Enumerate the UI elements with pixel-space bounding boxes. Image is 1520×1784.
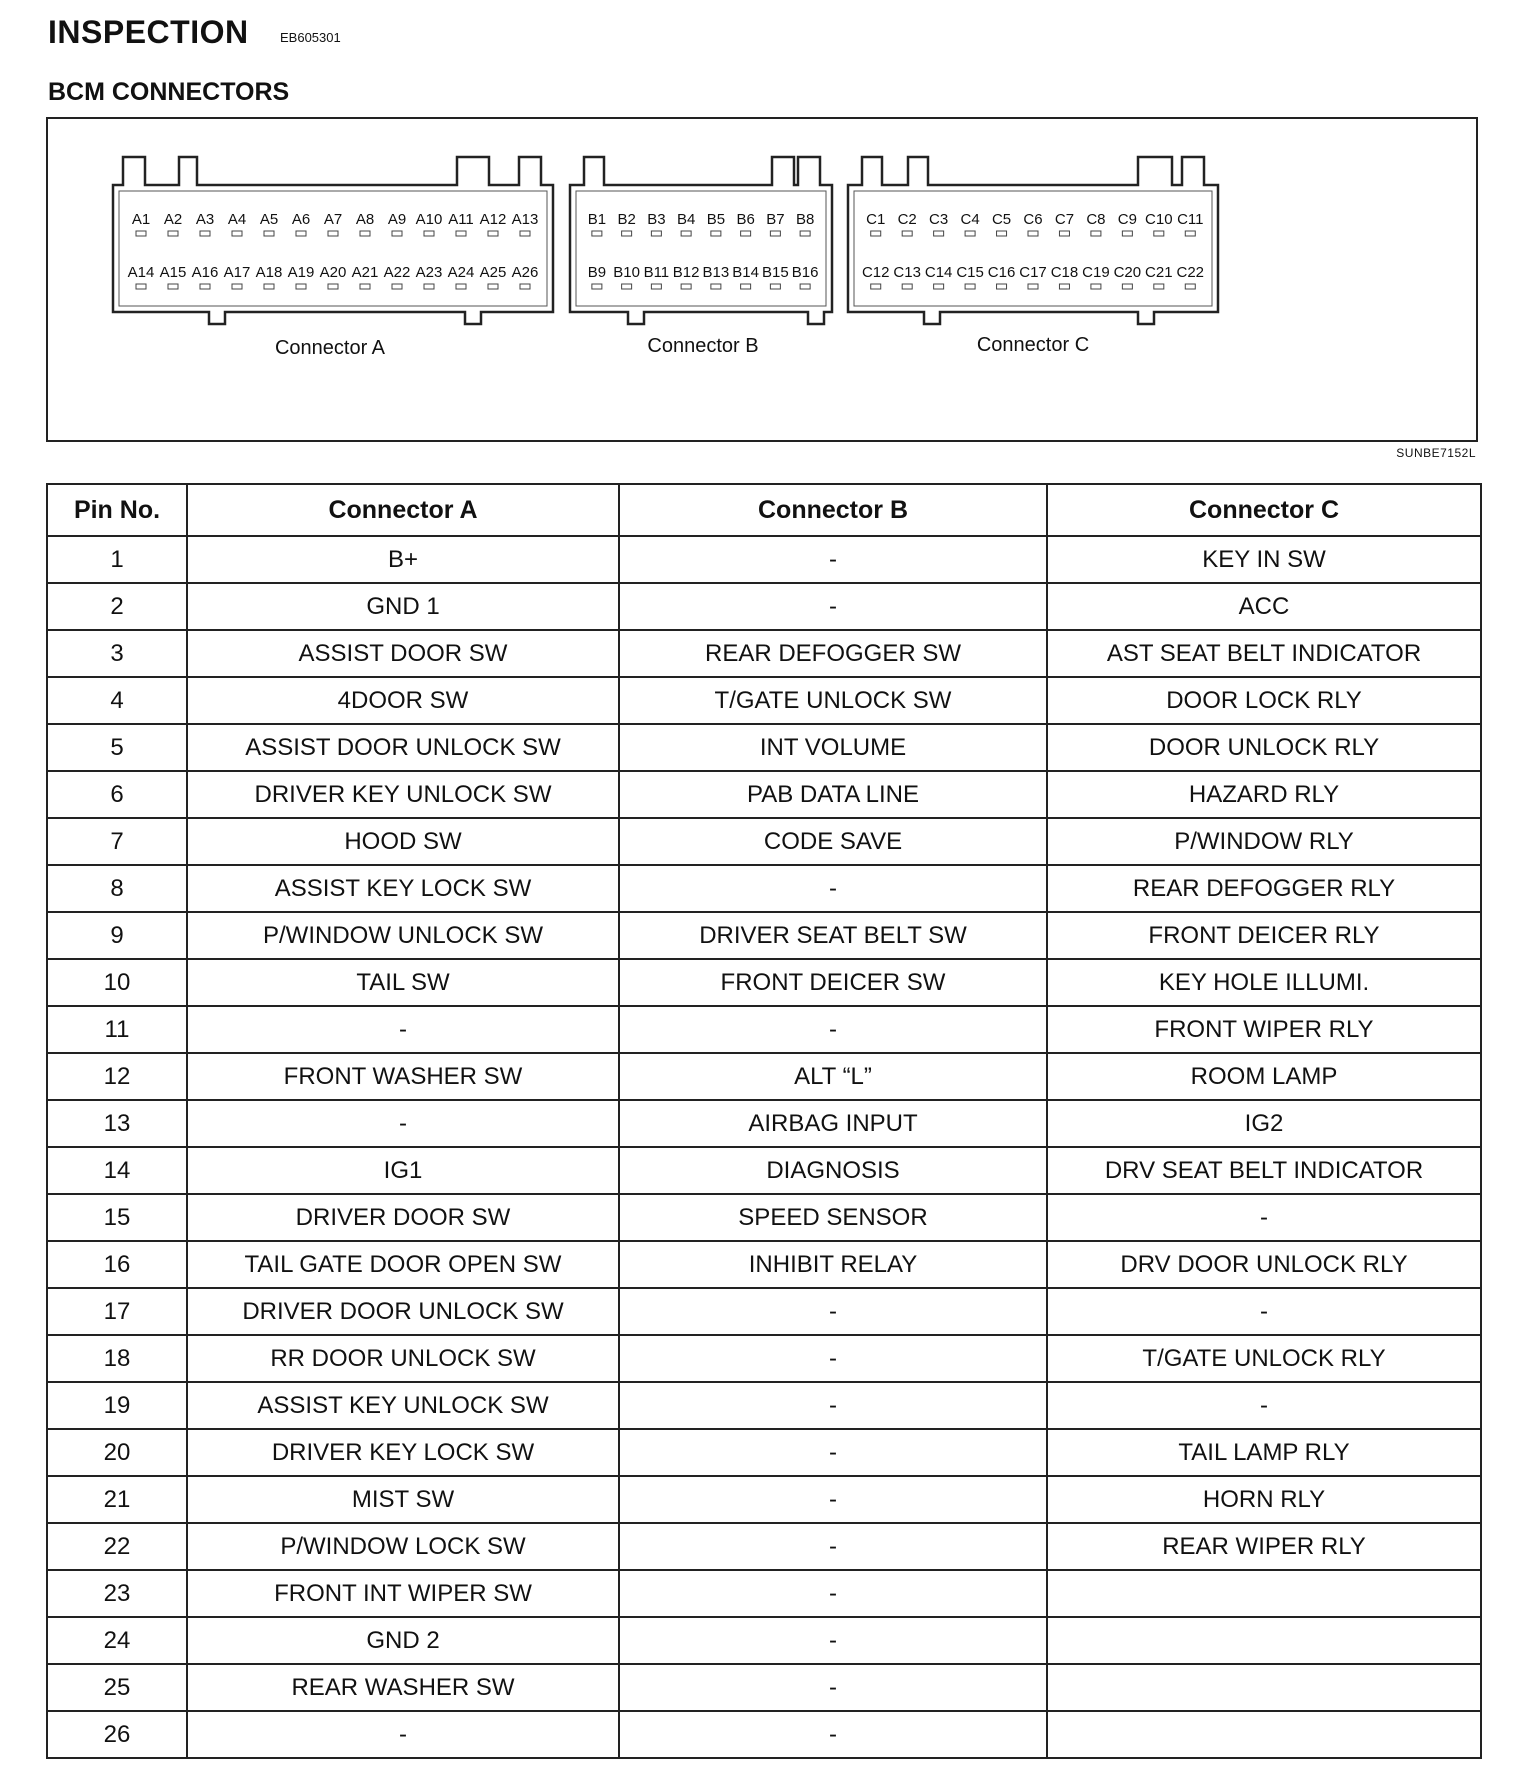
- table-row: [47, 771, 1481, 818]
- connector-c-cell: FRONT DEICER RLY: [1047, 912, 1481, 959]
- table-row: [47, 959, 1481, 1006]
- pin-terminal: [1091, 284, 1101, 289]
- pin-label: C10: [1145, 211, 1173, 228]
- connector-inner-frame: [576, 191, 826, 306]
- pin-label: C9: [1117, 211, 1137, 228]
- table-row: [47, 1664, 1481, 1711]
- pin-label: B2: [617, 211, 636, 228]
- connector-b-cell: AIRBAG INPUT: [619, 1100, 1047, 1147]
- pin-label: C4: [960, 211, 980, 228]
- pin-label: A13: [511, 211, 539, 228]
- connector-a-cell: DRIVER KEY UNLOCK SW: [187, 771, 619, 818]
- pin-terminal: [520, 231, 530, 236]
- pin-terminal: [592, 284, 602, 289]
- pin-number: 12: [47, 1053, 187, 1100]
- connector-a-cell: ASSIST DOOR SW: [187, 630, 619, 677]
- table-row: [47, 912, 1481, 959]
- pin-terminal: [741, 231, 751, 236]
- pin-label: A2: [163, 211, 183, 228]
- pin-terminal: [1028, 231, 1038, 236]
- pin-terminal: [934, 284, 944, 289]
- connector-c: [848, 157, 1218, 356]
- connector-b-cell: -: [619, 1570, 1047, 1617]
- connector-b-cell: -: [619, 865, 1047, 912]
- pin-number: 8: [47, 865, 187, 912]
- table-row: [47, 630, 1481, 677]
- connector-c-cell: [1047, 1617, 1481, 1664]
- pin-terminal: [1122, 231, 1132, 236]
- pin-terminal: [360, 231, 370, 236]
- pin-number: 21: [47, 1476, 187, 1523]
- pin-terminal: [681, 231, 691, 236]
- pin-terminal: [965, 284, 975, 289]
- pin-terminal: [770, 284, 780, 289]
- pin-terminal: [488, 231, 498, 236]
- connector-c-cell: KEY IN SW: [1047, 536, 1481, 583]
- pin-terminal: [296, 284, 306, 289]
- table-row: [47, 1006, 1481, 1053]
- pin-label: A19: [287, 264, 315, 281]
- connector-a-cell: MIST SW: [187, 1476, 619, 1523]
- pin-label: C22: [1176, 264, 1205, 281]
- connector-b-cell: -: [619, 583, 1047, 630]
- pin-number: 7: [47, 818, 187, 865]
- connector-b-cell: CODE SAVE: [619, 818, 1047, 865]
- table-row: [47, 1335, 1481, 1382]
- connector-a-cell: ASSIST KEY LOCK SW: [187, 865, 619, 912]
- connector-name: Connector C: [976, 334, 1090, 356]
- pin-terminal: [1059, 231, 1069, 236]
- pin-label: B11: [643, 264, 670, 281]
- connector-c-cell: HAZARD RLY: [1047, 771, 1481, 818]
- connector-b: [570, 157, 832, 357]
- table-row: [47, 1288, 1481, 1335]
- connector-b-cell: -: [619, 1617, 1047, 1664]
- connector-c-cell: [1047, 1570, 1481, 1617]
- header-connector-b: Connector B: [619, 484, 1047, 536]
- connector-a-cell: ASSIST DOOR UNLOCK SW: [187, 724, 619, 771]
- pin-terminal: [168, 284, 178, 289]
- pin-terminal: [328, 231, 338, 236]
- pin-label: B5: [706, 211, 726, 228]
- connector-c-cell: TAIL LAMP RLY: [1047, 1429, 1481, 1476]
- pin-terminal: [622, 284, 632, 289]
- pin-label: B6: [736, 211, 755, 228]
- pin-terminal: [456, 231, 466, 236]
- connector-a-cell: -: [187, 1006, 619, 1053]
- pin-label: A24: [447, 264, 475, 281]
- connector-c-cell: ROOM LAMP: [1047, 1053, 1481, 1100]
- connector-housing: [113, 157, 553, 324]
- pin-label: B4: [676, 211, 696, 228]
- pin-number: 14: [47, 1147, 187, 1194]
- connector-a-cell: TAIL GATE DOOR OPEN SW: [187, 1241, 619, 1288]
- pin-label: A5: [259, 211, 279, 228]
- pin-terminal: [1059, 284, 1069, 289]
- pin-label: C14: [924, 264, 953, 281]
- pin-label: A10: [415, 211, 443, 228]
- connector-a-cell: IG1: [187, 1147, 619, 1194]
- pin-terminal: [681, 284, 691, 289]
- connector-c-cell: REAR DEFOGGER RLY: [1047, 865, 1481, 912]
- table-header-row: [47, 484, 1481, 536]
- pin-terminal: [871, 231, 881, 236]
- pin-terminal: [934, 231, 944, 236]
- pin-label: C3: [929, 211, 949, 228]
- pin-terminal: [651, 231, 661, 236]
- pin-label: C8: [1086, 211, 1106, 228]
- pin-terminal: [965, 231, 975, 236]
- pin-terminal: [1091, 231, 1101, 236]
- connector-c-cell: KEY HOLE ILLUMI.: [1047, 959, 1481, 1006]
- connector-b-cell: DRIVER SEAT BELT SW: [619, 912, 1047, 959]
- pin-number: 4: [47, 677, 187, 724]
- table-row: [47, 1053, 1481, 1100]
- connector-b-cell: -: [619, 1476, 1047, 1523]
- pin-label: A7: [323, 211, 343, 228]
- connector-c-cell: DOOR LOCK RLY: [1047, 677, 1481, 724]
- connector-b-cell: ALT “L”: [619, 1053, 1047, 1100]
- connector-name: Connector A: [274, 337, 386, 359]
- connector-b-cell: -: [619, 1335, 1047, 1382]
- pin-number: 3: [47, 630, 187, 677]
- pin-number: 13: [47, 1100, 187, 1147]
- table-row: [47, 536, 1481, 583]
- pin-terminal: [997, 231, 1007, 236]
- pin-terminal: [770, 231, 780, 236]
- connector-a-cell: GND 2: [187, 1617, 619, 1664]
- connector-a-cell: TAIL SW: [187, 959, 619, 1006]
- connector-b-cell: T/GATE UNLOCK SW: [619, 677, 1047, 724]
- pin-label: B10: [613, 264, 640, 281]
- pin-terminal: [711, 231, 721, 236]
- connector-c-cell: ACC: [1047, 583, 1481, 630]
- connector-name: Connector B: [647, 335, 759, 357]
- connector-b-cell: -: [619, 1006, 1047, 1053]
- pin-terminal: [424, 231, 434, 236]
- table-row: [47, 1194, 1481, 1241]
- pin-terminal: [902, 284, 912, 289]
- pin-label: C11: [1177, 211, 1204, 228]
- connector-c-cell: DRV DOOR UNLOCK RLY: [1047, 1241, 1481, 1288]
- pin-label: A17: [223, 264, 251, 281]
- connector-a-cell: DRIVER DOOR SW: [187, 1194, 619, 1241]
- connector-c-cell: P/WINDOW RLY: [1047, 818, 1481, 865]
- table-row: [47, 1476, 1481, 1523]
- pin-number: 17: [47, 1288, 187, 1335]
- connector-b-cell: -: [619, 1288, 1047, 1335]
- pin-label: A9: [387, 211, 407, 228]
- connector-a-cell: B+: [187, 536, 619, 583]
- connector-c-cell: [1047, 1664, 1481, 1711]
- pin-label: A18: [255, 264, 283, 281]
- table-row: [47, 1523, 1481, 1570]
- connector-housing: [848, 157, 1218, 324]
- table-row: [47, 583, 1481, 630]
- pin-terminal: [264, 231, 274, 236]
- pin-terminal: [520, 284, 530, 289]
- pin-number: 11: [47, 1006, 187, 1053]
- pin-terminal: [136, 231, 146, 236]
- pin-label: A12: [479, 211, 507, 228]
- connector-b-cell: FRONT DEICER SW: [619, 959, 1047, 1006]
- header-pin-no: Pin No.: [47, 484, 187, 536]
- table-row: [47, 1617, 1481, 1664]
- connector-b-cell: INT VOLUME: [619, 724, 1047, 771]
- pin-number: 16: [47, 1241, 187, 1288]
- pin-number: 20: [47, 1429, 187, 1476]
- pin-number: 23: [47, 1570, 187, 1617]
- pin-terminal: [136, 284, 146, 289]
- pin-number: 25: [47, 1664, 187, 1711]
- table-row: [47, 677, 1481, 724]
- pin-label: C13: [893, 264, 921, 281]
- pin-label: A21: [351, 264, 379, 281]
- pin-terminal: [488, 284, 498, 289]
- pin-label: C5: [991, 211, 1012, 228]
- pin-label: A25: [479, 264, 507, 281]
- connector-a-cell: REAR WASHER SW: [187, 1664, 619, 1711]
- pin-number: 15: [47, 1194, 187, 1241]
- pin-label: B16: [791, 264, 819, 281]
- connector-c-cell: IG2: [1047, 1100, 1481, 1147]
- pin-label: A22: [383, 264, 411, 281]
- table-row: [47, 1711, 1481, 1758]
- header-connector-a: Connector A: [187, 484, 619, 536]
- connector-a-cell: P/WINDOW LOCK SW: [187, 1523, 619, 1570]
- pin-number: 24: [47, 1617, 187, 1664]
- pin-terminal: [200, 231, 210, 236]
- pin-label: B3: [647, 211, 666, 228]
- pin-terminal: [296, 231, 306, 236]
- pin-terminal: [902, 231, 912, 236]
- pin-label: B13: [702, 264, 730, 281]
- pin-number: 2: [47, 583, 187, 630]
- pin-terminal: [456, 284, 466, 289]
- connector-b-cell: SPEED SENSOR: [619, 1194, 1047, 1241]
- pin-terminal: [1185, 231, 1195, 236]
- connector-c-cell: T/GATE UNLOCK RLY: [1047, 1335, 1481, 1382]
- pin-label: C20: [1113, 264, 1142, 281]
- connector-c-cell: FRONT WIPER RLY: [1047, 1006, 1481, 1053]
- section-title: BCM CONNECTORS: [48, 78, 290, 106]
- pin-table: [46, 483, 1482, 1759]
- connector-a-cell: FRONT INT WIPER SW: [187, 1570, 619, 1617]
- pin-number: 10: [47, 959, 187, 1006]
- pin-terminal: [200, 284, 210, 289]
- table-row: [47, 1100, 1481, 1147]
- connector-a-cell: RR DOOR UNLOCK SW: [187, 1335, 619, 1382]
- pin-label: B14: [732, 264, 759, 281]
- pin-terminal: [1154, 231, 1164, 236]
- pin-terminal: [232, 284, 242, 289]
- table-row: [47, 1570, 1481, 1617]
- pin-terminal: [711, 284, 721, 289]
- page-title: INSPECTION: [48, 14, 249, 50]
- pin-number: 18: [47, 1335, 187, 1382]
- pin-label: C6: [1023, 211, 1043, 228]
- connector-a-cell: DRIVER DOOR UNLOCK SW: [187, 1288, 619, 1335]
- connector-a-cell: DRIVER KEY LOCK SW: [187, 1429, 619, 1476]
- table-row: [47, 1241, 1481, 1288]
- table-row: [47, 1147, 1481, 1194]
- connector-b-cell: REAR DEFOGGER SW: [619, 630, 1047, 677]
- connector-c-cell: -: [1047, 1382, 1481, 1429]
- connector-c-cell: [1047, 1711, 1481, 1758]
- connector-c-cell: DOOR UNLOCK RLY: [1047, 724, 1481, 771]
- connector-a-cell: GND 1: [187, 583, 619, 630]
- figure-id: SUNBE7152L: [1396, 446, 1476, 460]
- pin-number: 9: [47, 912, 187, 959]
- pin-label: A15: [159, 264, 187, 281]
- pin-label: C18: [1050, 264, 1079, 281]
- pin-terminal: [997, 284, 1007, 289]
- pin-label: A16: [191, 264, 219, 281]
- connector-a-cell: HOOD SW: [187, 818, 619, 865]
- pin-label: B1: [587, 211, 607, 228]
- pin-terminal: [871, 284, 881, 289]
- header-connector-c: Connector C: [1047, 484, 1481, 536]
- pin-number: 1: [47, 536, 187, 583]
- table-row: [47, 865, 1481, 912]
- connector-c-cell: -: [1047, 1288, 1481, 1335]
- pin-label: B8: [795, 211, 815, 228]
- connector-b-cell: DIAGNOSIS: [619, 1147, 1047, 1194]
- connector-a-cell: 4DOOR SW: [187, 677, 619, 724]
- connector-b-cell: -: [619, 1664, 1047, 1711]
- pin-label: A8: [355, 211, 375, 228]
- connector-c-cell: AST SEAT BELT INDICATOR: [1047, 630, 1481, 677]
- pin-number: 5: [47, 724, 187, 771]
- table-row: [47, 1429, 1481, 1476]
- connector-b-cell: PAB DATA LINE: [619, 771, 1047, 818]
- pin-label: C12: [861, 264, 890, 281]
- pin-number: 6: [47, 771, 187, 818]
- connector-a-cell: -: [187, 1711, 619, 1758]
- pin-label: B12: [672, 264, 700, 281]
- connector-a-cell: -: [187, 1100, 619, 1147]
- table-row: [47, 1382, 1481, 1429]
- connector-c-cell: REAR WIPER RLY: [1047, 1523, 1481, 1570]
- connector-a-cell: FRONT WASHER SW: [187, 1053, 619, 1100]
- pin-terminal: [392, 284, 402, 289]
- pin-label: B9: [587, 264, 607, 281]
- pin-label: A4: [227, 211, 247, 228]
- pin-label: A3: [195, 211, 215, 228]
- pin-label: C1: [866, 211, 886, 228]
- pin-terminal: [360, 284, 370, 289]
- pin-label: A26: [511, 264, 539, 281]
- table-row: [47, 818, 1481, 865]
- pin-terminal: [800, 284, 810, 289]
- document-code: EB605301: [280, 30, 341, 45]
- pin-terminal: [1122, 284, 1132, 289]
- pin-label: C15: [956, 264, 984, 281]
- pin-terminal: [424, 284, 434, 289]
- pin-terminal: [651, 284, 661, 289]
- connector-b-cell: INHIBIT RELAY: [619, 1241, 1047, 1288]
- connector-b-cell: -: [619, 536, 1047, 583]
- pin-label: A6: [291, 211, 311, 228]
- pin-terminal: [328, 284, 338, 289]
- pin-terminal: [232, 231, 242, 236]
- pin-label: C19: [1082, 264, 1110, 281]
- table-row: [47, 724, 1481, 771]
- pin-terminal: [741, 284, 751, 289]
- pin-terminal: [592, 231, 602, 236]
- pin-label: A11: [448, 211, 474, 228]
- pin-terminal: [800, 231, 810, 236]
- pin-label: C16: [987, 264, 1016, 281]
- connector-b-cell: -: [619, 1429, 1047, 1476]
- connector-b-cell: -: [619, 1523, 1047, 1570]
- pin-label: A20: [319, 264, 347, 281]
- connector-b-cell: -: [619, 1382, 1047, 1429]
- pin-label: B7: [766, 211, 785, 228]
- connector-c-cell: -: [1047, 1194, 1481, 1241]
- pin-terminal: [1028, 284, 1038, 289]
- pin-terminal: [168, 231, 178, 236]
- pin-terminal: [1185, 284, 1195, 289]
- connector-b-cell: -: [619, 1711, 1047, 1758]
- pin-number: 26: [47, 1711, 187, 1758]
- pin-label: C17: [1019, 264, 1047, 281]
- pin-terminal: [392, 231, 402, 236]
- connector-c-cell: HORN RLY: [1047, 1476, 1481, 1523]
- pin-label: C21: [1145, 264, 1173, 281]
- connector-c-cell: DRV SEAT BELT INDICATOR: [1047, 1147, 1481, 1194]
- connector-a-cell: ASSIST KEY UNLOCK SW: [187, 1382, 619, 1429]
- pin-label: C2: [897, 211, 917, 228]
- pin-terminal: [1154, 284, 1164, 289]
- pin-label: C7: [1054, 211, 1075, 228]
- pin-number: 22: [47, 1523, 187, 1570]
- connector-diagram: [46, 117, 1478, 442]
- connector-a-cell: P/WINDOW UNLOCK SW: [187, 912, 619, 959]
- connector-a: [113, 157, 553, 359]
- pin-label: B15: [762, 264, 789, 281]
- connector-diagram-svg: [48, 119, 1476, 440]
- pin-label: A23: [415, 264, 443, 281]
- pin-terminal: [264, 284, 274, 289]
- pin-label: A1: [131, 211, 151, 228]
- connector-housing: [570, 157, 832, 324]
- pin-number: 19: [47, 1382, 187, 1429]
- pin-label: A14: [127, 264, 155, 281]
- pin-terminal: [622, 231, 632, 236]
